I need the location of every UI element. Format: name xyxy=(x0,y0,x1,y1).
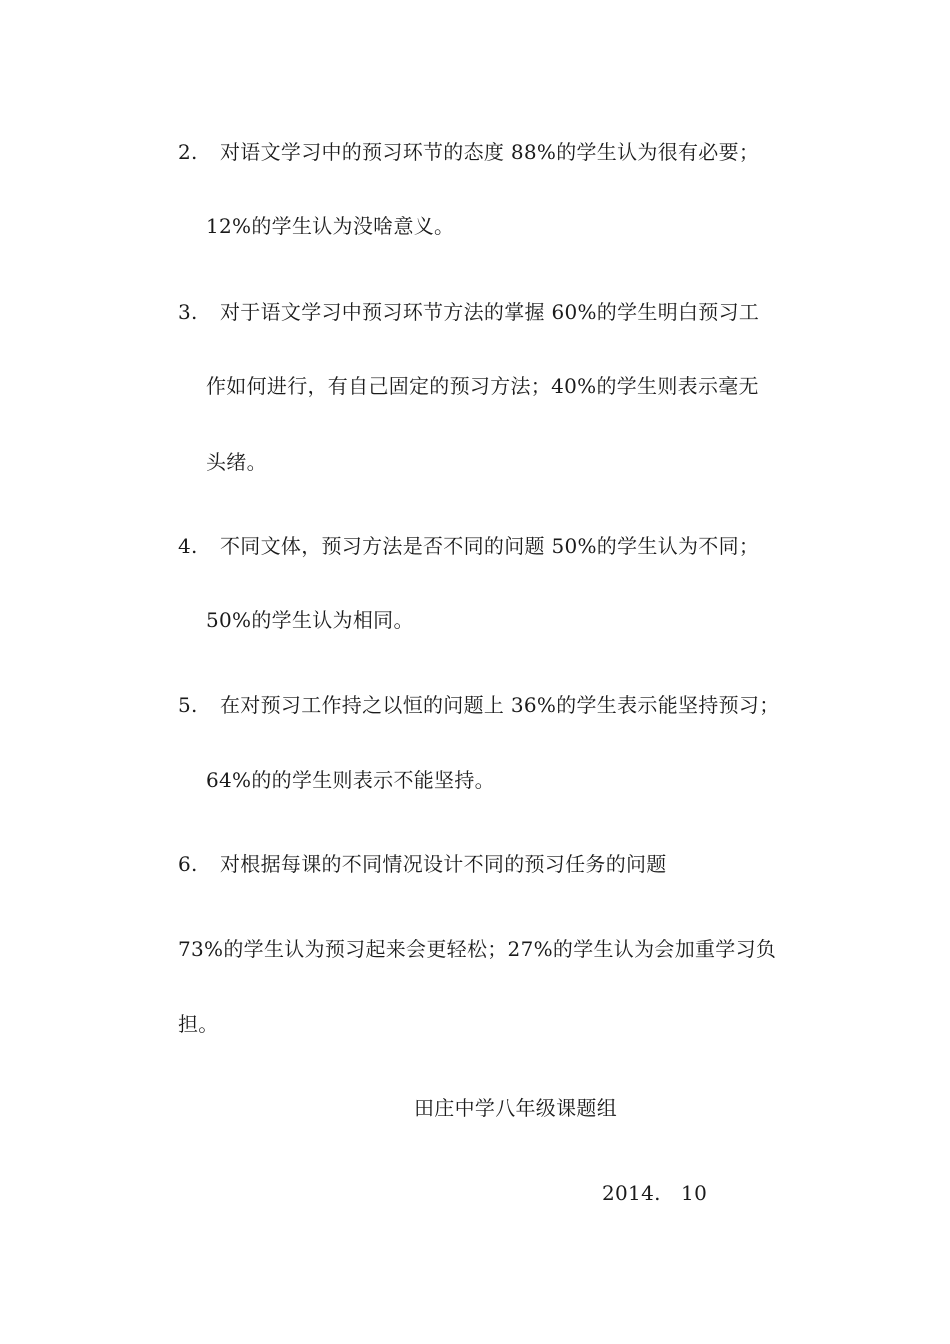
list-item-5 xyxy=(178,693,780,717)
list-item-4-continuation: 50%的学生认为相同。 xyxy=(206,608,414,632)
list-number: 6. xyxy=(178,852,198,876)
signature-date: 2014. 10 xyxy=(602,1181,708,1205)
list-item-2 xyxy=(178,140,759,164)
list-number: 3. xyxy=(178,300,198,324)
list-item-3-continuation-1: 作如何进行，有自己固定的预习方法；40%的学生则表示毫无 xyxy=(206,374,759,398)
list-item-6 xyxy=(178,852,667,876)
paragraph-line-2: 担。 xyxy=(178,1012,219,1036)
list-item-text: 不同文体，预习方法是否不同的问题 50%的学生认为不同； xyxy=(220,534,760,558)
list-number: 2. xyxy=(178,140,198,164)
list-item-text: 对语文学习中的预习环节的态度 88%的学生认为很有必要； xyxy=(220,140,760,164)
list-number: 4. xyxy=(178,534,198,558)
list-number: 5. xyxy=(178,693,198,717)
list-item-4 xyxy=(178,534,759,558)
paragraph-line-1: 73%的学生认为预习起来会更轻松；27%的学生认为会加重学习负 xyxy=(178,937,777,961)
list-item-text: 在对预习工作持之以恒的问题上 36%的学生表示能坚持预习； xyxy=(220,693,780,717)
list-item-5-continuation: 64%的的学生则表示不能坚持。 xyxy=(206,768,495,792)
list-item-3-continuation-2: 头绪。 xyxy=(206,450,267,474)
list-item-text: 对根据每课的不同情况设计不同的预习任务的问题 xyxy=(220,852,667,876)
list-item-text: 对于语文学习中预习环节方法的掌握 60%的学生明白预习工 xyxy=(220,300,760,324)
signature-organization: 田庄中学八年级课题组 xyxy=(414,1096,617,1120)
list-item-2-continuation: 12%的学生认为没啥意义。 xyxy=(206,214,455,238)
list-item-3 xyxy=(178,300,759,324)
